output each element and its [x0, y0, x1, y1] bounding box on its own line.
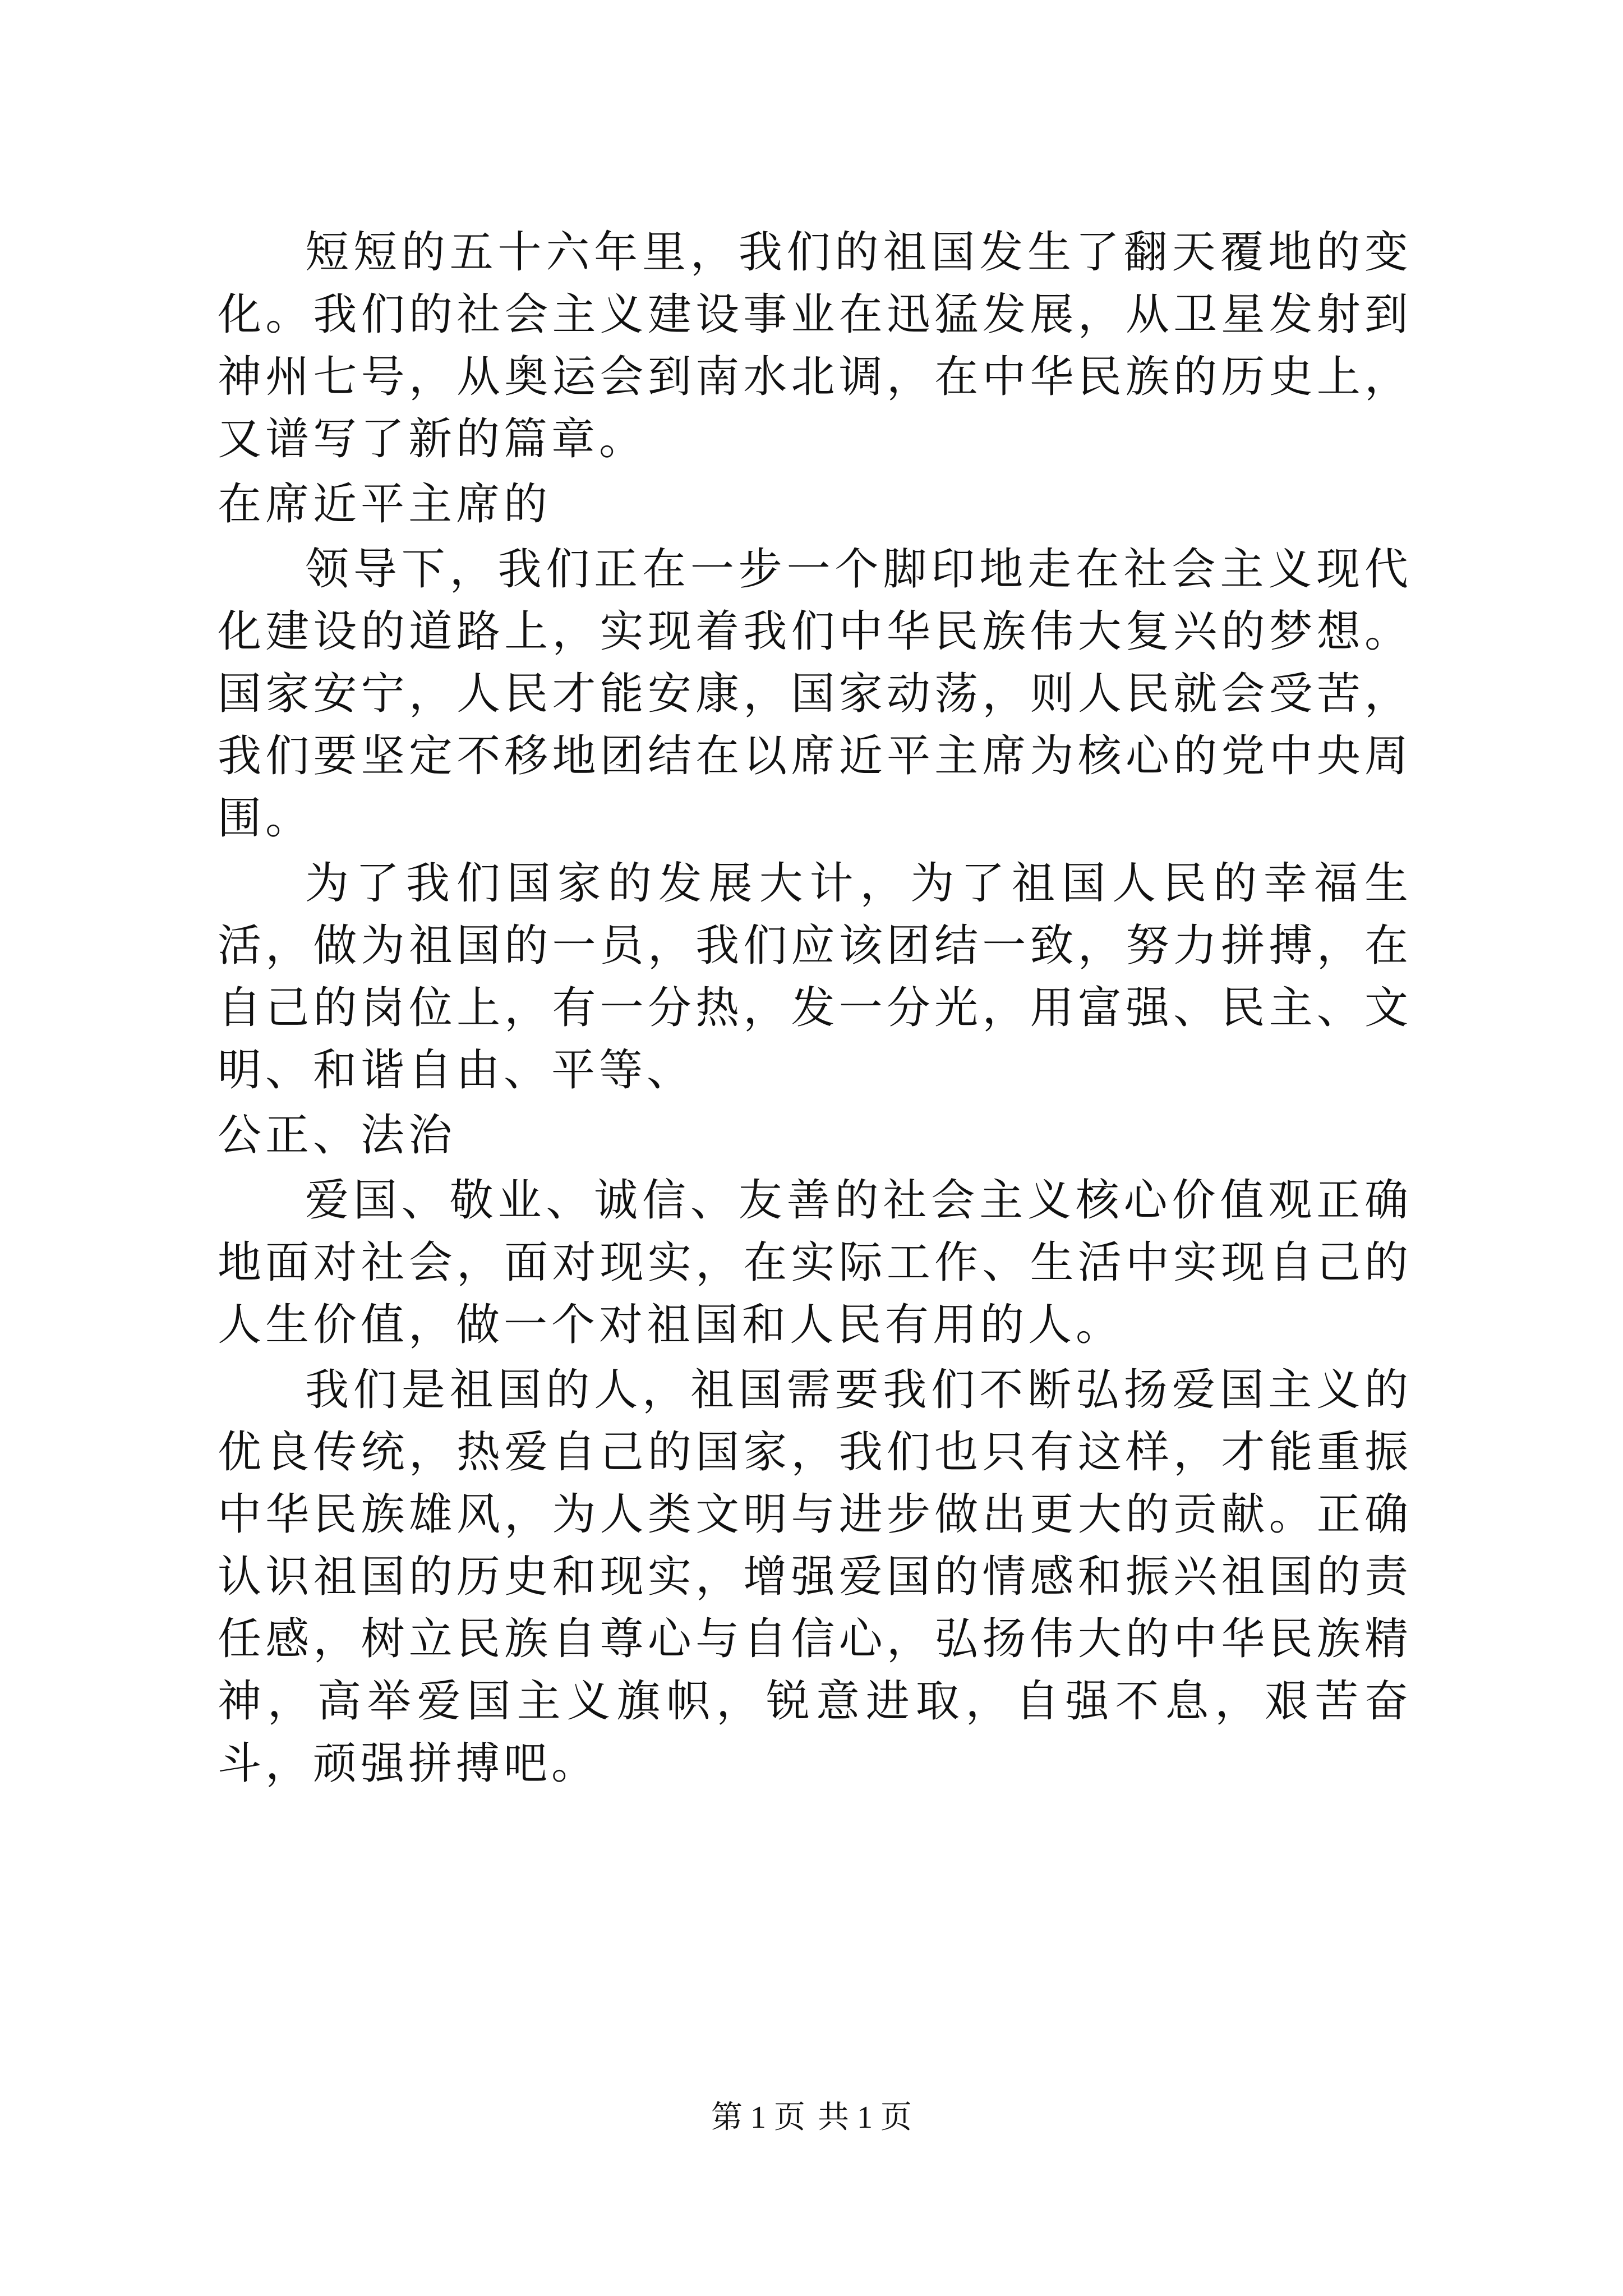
paragraph-3: 领导下，我们正在一步一个脚印地走在社会主义现代化建设的道路上，实现着我们中华民族伟大复兴的梦想。国家安宁，人民才能安康，国家动荡，则人民就会受苦，我们要坚定不移地团结在以席近平主席为核心的党中央周围。: [218, 544, 1412, 844]
document-body: [218, 222, 1412, 1798]
page-number: 第 1 页: [711, 2100, 805, 2135]
paragraph-6: 爱国、敬业、诚信、友善的社会主义核心价值观正确地面对社会，面对现实，在实际工作、生活中实现自己的人生价值，做一个对祖国和人民有用的人。: [218, 1175, 1412, 1350]
paragraph-7: 我们是祖国的人，祖国需要我们不断弘扬爱国主义的优良传统，热爱自己的国家，我们也只有这样，才能重振中华民族雄风，为人类文明与进步做出更大的贡献。正确认识祖国的历史和现实，增强爱国的情感和振兴祖国的责任感，树立民族自尊心与自信心，弘扬伟大的中华民族精神，高举爱国主义旗帜，锐意进取，自强不息，艰苦奋斗，顽强拼搏吧。: [218, 1365, 1412, 1789]
paragraph-1: 短短的五十六年里，我们的祖国发生了翻天覆地的变化。我们的社会主义建设事业在迅猛发展，从卫星发射到神州七号，从奥运会到南水北调，在中华民族的历史上，又谱写了新的篇章。: [218, 227, 1412, 464]
page-footer: [0, 2092, 1623, 2137]
paragraph-5: 公正、法治: [218, 1110, 457, 1161]
paragraph-4: 为了我们国家的发展大计，为了祖国人民的幸福生活，做为祖国的一员，我们应该团结一致，努力拼搏，在自己的岗位上，有一分热，发一分光，用富强、民主、文明、和谐自由、平等、: [218, 858, 1412, 1096]
page-total: 共 1 页: [818, 2100, 912, 2135]
paragraph-2: 在席近平主席的: [218, 479, 552, 530]
